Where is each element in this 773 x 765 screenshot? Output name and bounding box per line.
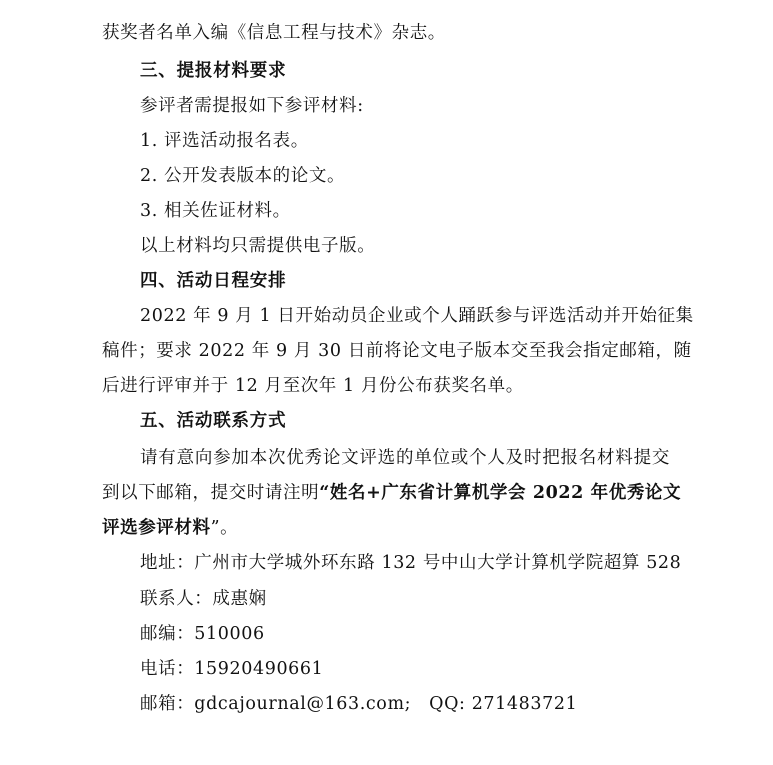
materials-item-1: 1. 评选活动报名表。 (140, 131, 309, 151)
contact-email-qq (140, 692, 577, 716)
contact-paragraph-line-2 (102, 481, 681, 505)
materials-intro: 参评者需提报如下参评材料: (140, 96, 364, 116)
contact-postcode: 邮编：510006 (140, 624, 265, 644)
contact-paragraph-line-3 (102, 516, 238, 540)
contact-email: 邮箱：gdcajournal@163.com; (140, 694, 412, 714)
schedule-paragraph-line-3: 后进行评审并于 12 月至次年 1 月份公布获奖名单。 (102, 376, 524, 396)
award-journal-line: 获奖者名单入编《信息工程与技术》杂志。 (102, 23, 446, 43)
schedule-paragraph-line-1: 2022 年 9 月 1 日开始动员企业或个人踊跃参与评选活动并开始征集 (140, 306, 694, 326)
contact-subject-text: “姓名+广东省计算机学会 2022 年优秀论文 (319, 483, 682, 503)
section-heading-contact: 五、活动联系方式 (140, 411, 287, 431)
contact-instruction-text: 到以下邮箱，提交时请注明 (102, 483, 320, 503)
contact-person: 联系人：成惠娴 (140, 589, 267, 609)
contact-subject-text-end: 评选参评材料 (102, 518, 211, 538)
contact-address: 地址：广州市大学城外环东路 132 号中山大学计算机学院超算 528 (140, 553, 682, 573)
materials-item-3: 3. 相关佐证材料。 (140, 201, 291, 221)
section-heading-materials: 三、提报材料要求 (140, 61, 287, 81)
schedule-paragraph-line-2: 稿件；要求 2022 年 9 月 30 日前将论文电子版本交至我会指定邮箱，随 (102, 341, 692, 361)
contact-qq: QQ: 271483721 (429, 694, 578, 714)
closing-quote: ”。 (210, 518, 239, 538)
section-heading-schedule: 四、活动日程安排 (140, 271, 287, 291)
materials-item-2: 2. 公开发表版本的论文。 (140, 166, 346, 186)
contact-phone: 电话：15920490661 (140, 659, 324, 679)
contact-paragraph-line-1: 请有意向参加本次优秀论文评选的单位或个人及时把报名材料提交 (140, 448, 670, 468)
materials-note: 以上材料均只需提供电子版。 (140, 236, 376, 256)
